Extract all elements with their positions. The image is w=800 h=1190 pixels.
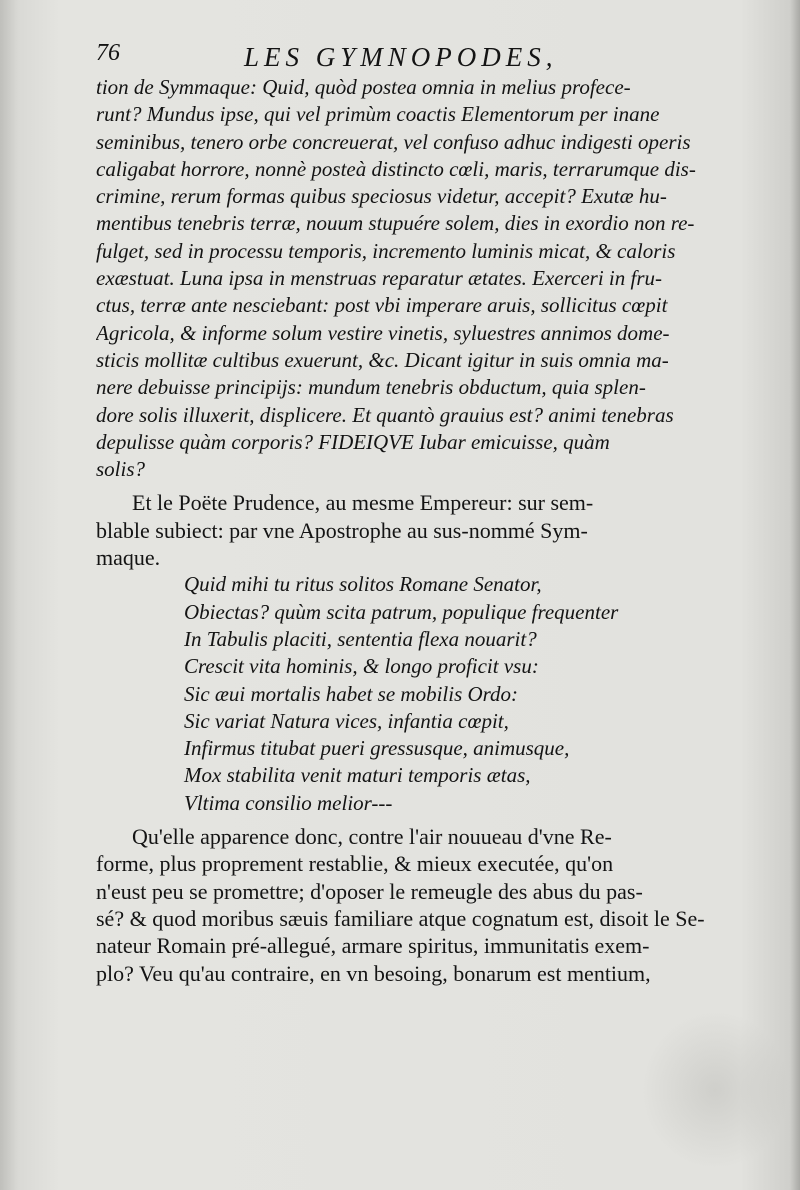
text-line: In Tabulis placiti, sententia flexa nouarit? (184, 626, 537, 651)
text-line: Agricola, & informe solum vestire vinetis, syluestres annimos dome- (96, 320, 670, 345)
page-number: 76 (96, 40, 120, 66)
text-line: Quid mihi tu ritus solitos Romane Senator, (184, 572, 542, 597)
body-text (96, 74, 736, 987)
text-line: runt? Mundus ipse, qui vel primùm coactis Elementorum per inane (96, 102, 660, 127)
text-line: Obiectas? quùm scita patrum, populique frequenter (184, 599, 619, 624)
text-line: n'eust peu se promettre; d'oposer le remeugle des abus du pas- (96, 878, 643, 904)
text-line: Infirmus titubat pueri gressusque, animusque, (184, 736, 570, 761)
text-line: ctus, terræ ante nesciebant: post vbi imperare aruis, sollicitus cœpit (96, 293, 668, 318)
text-line: exæstuat. Luna ipsa in menstruas reparatur ætates. Exerceri in fru- (96, 266, 663, 291)
text-line: nere debuisse principijs: mundum tenebris obductum, quia splen- (96, 375, 646, 400)
text-line: nateur Romain pré-allegué, armare spiritus, immunitatis exem- (96, 933, 650, 959)
text-line: fulget, sed in processu temporis, incremento luminis micat, & caloris (96, 238, 676, 263)
text-line: Vltima consilio melior--- (184, 790, 393, 815)
text-line: blable subiect: par vne Apostrophe au sus-nommé Sym- (96, 517, 588, 543)
text-line: solis? (96, 457, 146, 482)
running-head: LES GYMNOPODES, (244, 42, 558, 72)
text-line: Crescit vita hominis, & longo proficit vsu: (184, 654, 539, 679)
text-line: seminibus, tenero orbe concreuerat, vel confuso adhuc indigesti operis (96, 129, 691, 154)
text-line: Sic æui mortalis habet se mobilis Ordo: (184, 681, 519, 706)
text-line: Qu'elle apparence donc, contre l'air nouueau d'vne Re- (132, 824, 612, 850)
text-line: tion de Symmaque: Quid, quòd postea omnia in melius profece- (96, 75, 631, 99)
text-line: crimine, rerum formas quibus speciosus videtur, accepit? Exutæ hu- (96, 184, 667, 209)
paper-stain (640, 1010, 790, 1170)
text-line: sé? & quod moribus sæuis familiare atque cognatum est, disoit le Se- (96, 905, 705, 931)
text-line: plo? Veu qu'au contraire, en vn besoing, bonarum est mentium, (96, 960, 651, 986)
text-line: Mox stabilita venit maturi temporis ætas, (184, 763, 531, 788)
text-line: Et le Poëte Prudence, au mesme Empereur: sur sem- (132, 490, 594, 516)
text-line: sticis mollitæ cultibus exuerunt, &c. Dicant igitur in suis omnia ma- (96, 347, 669, 372)
text-line: dore solis illuxerit, displicere. Et quantò grauius est? animi tenebras (96, 402, 674, 427)
text-line: caligabat horrore, nonnè posteà distincto cœli, maris, terrarumque dis- (96, 156, 696, 181)
text-line: Sic variat Natura vices, infantia cœpit, (184, 708, 509, 733)
text-line: depulisse quàm corporis? FIDEIQVE Iubar emicuisse, quàm (96, 429, 610, 454)
text-line: forme, plus proprement restablie, & mieux executée, qu'on (96, 851, 614, 877)
text-line: mentibus tenebris terræ, nouum stupuére solem, dies in exordio non re- (96, 211, 695, 236)
text-line: maque. (96, 545, 161, 571)
